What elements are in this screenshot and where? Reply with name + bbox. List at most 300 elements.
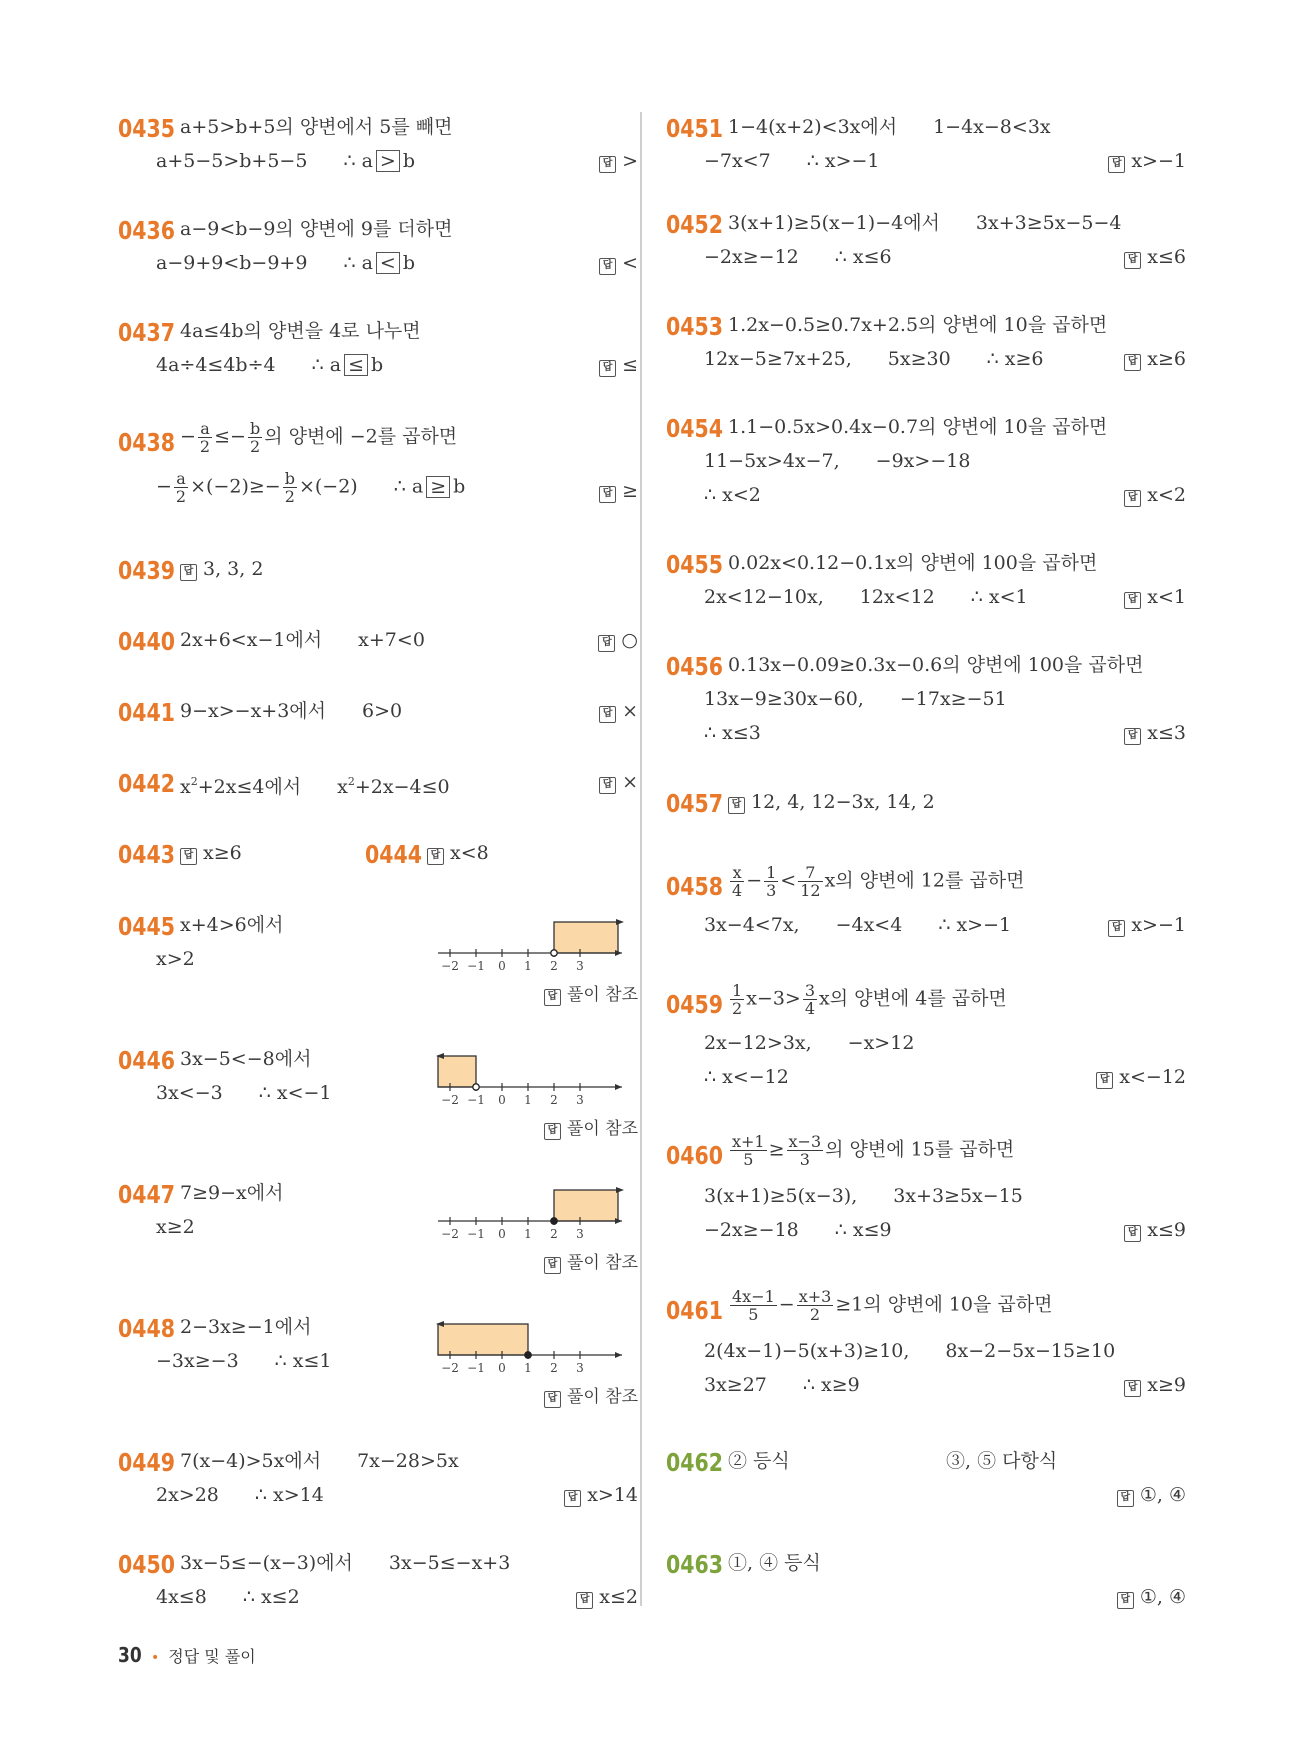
bullet-icon: •: [150, 1650, 160, 1666]
problem-text: [180, 1550, 510, 1576]
axis-arrow-icon: [615, 1352, 622, 1358]
text-part: −9x>−18: [875, 450, 971, 472]
reference: [544, 1248, 638, 1274]
tick-label: −1: [467, 1093, 485, 1106]
answer-mark-icon: 답: [180, 848, 197, 865]
tick-label: 0: [498, 1093, 506, 1106]
tick-label: 3: [576, 1227, 584, 1240]
answer: [564, 1482, 638, 1508]
reference: [544, 1382, 638, 1408]
answer-mark-icon: 답: [728, 797, 745, 814]
solution-line: x>2: [156, 948, 195, 970]
solution-line: [704, 448, 970, 474]
tick-label: 2: [550, 1361, 558, 1374]
tick-label: 1: [524, 1361, 532, 1374]
answer-mark-icon: 답: [1124, 252, 1141, 269]
problem-number: 0456: [666, 652, 724, 681]
numerator: a: [174, 470, 188, 488]
problem-number: 0438: [118, 428, 176, 457]
text-part: −: [156, 475, 172, 498]
text-part: ∴ x≤9: [834, 1219, 892, 1241]
text-part: <: [780, 869, 797, 892]
problem-number: 0440: [118, 627, 176, 656]
fraction: [730, 1133, 767, 1168]
answer: [598, 627, 638, 653]
text-part: 12x−5≥7x+25,: [704, 348, 852, 370]
solution-line: [156, 1584, 300, 1610]
numerator: 3: [804, 981, 816, 1000]
text-part: 3x−5≤−x+3: [388, 1552, 511, 1574]
problem-number: 0463: [666, 1550, 724, 1579]
text-part: −4x<4: [835, 914, 903, 936]
section-title: 정답 및 풀이: [168, 1647, 256, 1666]
answer: [728, 789, 935, 815]
denominator: 2: [175, 487, 187, 506]
solution-part: b: [371, 354, 384, 376]
reference-text: 풀이 참조: [566, 1253, 638, 1273]
problem-number: 0459: [666, 990, 724, 1019]
text-part: 12x<12: [859, 586, 935, 608]
answer-mark-icon: 답: [1124, 354, 1141, 371]
problem-0455: [666, 550, 1186, 610]
problem-number: 0455: [666, 550, 724, 579]
solution-line: [704, 148, 880, 174]
solution-region: [554, 922, 618, 953]
fraction: [283, 470, 297, 505]
answer-value: x≥6: [203, 842, 242, 864]
problem-0444: [365, 840, 565, 870]
answer-mark-icon: 답: [544, 1391, 561, 1408]
problem-text: 2−3x≥−1에서: [180, 1316, 312, 1338]
text-part: 5x≥30: [887, 348, 951, 370]
solution-line: [156, 1482, 324, 1508]
solution-line: [704, 1183, 1023, 1209]
region-arrow-icon: [616, 1187, 624, 1193]
problem-text: ③, ⑤ 다항식: [946, 1450, 1058, 1472]
problem-0453: [666, 312, 1186, 372]
answer: [1124, 244, 1186, 270]
text-part: x: [180, 776, 191, 798]
text-part: 8x−2−5x−15≥10: [945, 1340, 1116, 1362]
text-part: ≥1의 양변에 10을 곱하면: [835, 1293, 1053, 1316]
answer: [180, 840, 242, 866]
text-part: 의 양변에 15를 곱하면: [825, 1138, 1015, 1161]
page-number: 30: [118, 1643, 142, 1667]
tick-label: 2: [550, 1093, 558, 1106]
problem-number: 0442: [118, 769, 176, 798]
answer-mark-icon: 답: [599, 486, 616, 503]
solution-region: [438, 1056, 476, 1087]
answer-value: x<2: [1147, 484, 1186, 506]
text-part: 3(x+1)≥5(x−3),: [704, 1185, 858, 1207]
text-part: 2(4x−1)−5(x+3)≥10,: [704, 1340, 910, 1362]
text-part: 2x<12−10x,: [704, 586, 824, 608]
problem-0461: [666, 1287, 1186, 1404]
answer: [1108, 148, 1186, 174]
solution-region: [554, 1190, 618, 1221]
problem-text: [180, 627, 425, 653]
problem-0449: [118, 1448, 638, 1508]
text-part: ∴ x>14: [254, 1484, 324, 1506]
exponent: 2: [190, 775, 198, 788]
problem-text: [728, 210, 1121, 236]
boxed-symbol: ≤: [344, 354, 368, 376]
problem-text: [728, 982, 1007, 1017]
denominator: 4: [804, 999, 816, 1018]
problem-0445: [118, 912, 638, 1012]
tick-label: 0: [498, 1227, 506, 1240]
answer-value: ≥: [622, 480, 638, 502]
problem-number: 0441: [118, 698, 176, 727]
answer-mark-icon: 답: [598, 635, 615, 652]
problem-0458: [666, 863, 1186, 950]
solution-line: [704, 346, 1044, 372]
solution-line: [156, 1080, 332, 1106]
text-part: 2x+6<x−1에서: [180, 629, 323, 651]
solution-part: ∴ a: [343, 252, 373, 274]
answer: [599, 769, 638, 795]
answer-value: ○: [621, 629, 638, 651]
answer-value: ≤: [622, 354, 638, 376]
text-part: 7x−28>5x: [357, 1450, 459, 1472]
answer-value: x<−12: [1119, 1066, 1186, 1088]
text-part: −2x≥−18: [704, 1219, 799, 1241]
problem-0463: [666, 1550, 1186, 1610]
answer-value: x<1: [1147, 586, 1186, 608]
denominator: 2: [199, 437, 211, 456]
problem-number: 0439: [118, 556, 176, 585]
text-part: 4x≤8: [156, 1586, 207, 1608]
text-part: −x>12: [847, 1032, 915, 1054]
answer-mark-icon: 답: [427, 848, 444, 865]
answer-value: x≥6: [1147, 348, 1186, 370]
text-part: −: [180, 425, 196, 448]
problem-0440: [118, 627, 638, 657]
text-part: x의 양변에 4를 곱하면: [819, 987, 1007, 1010]
denominator: 3: [766, 881, 777, 900]
fraction: [730, 864, 744, 899]
answer: [1108, 912, 1186, 938]
problem-text: [728, 864, 1024, 899]
tick-label: 1: [524, 1227, 532, 1240]
answer-value: x>−1: [1131, 150, 1186, 172]
problem-number: 0449: [118, 1448, 176, 1477]
answer-mark-icon: 답: [1096, 1072, 1113, 1089]
numerator: x+1: [732, 1132, 765, 1151]
problem-text: 3x−5<−8에서: [180, 1048, 312, 1070]
answer-value: x>14: [587, 1484, 638, 1506]
answer-mark-icon: 답: [599, 156, 616, 173]
answer-mark-icon: 답: [1124, 592, 1141, 609]
problem-number: 0461: [666, 1296, 724, 1325]
numerator: 1: [732, 981, 743, 1000]
answer-value: x≤2: [599, 1586, 638, 1608]
text-part: x−3>: [746, 987, 801, 1010]
answer-value: >: [622, 150, 638, 172]
answer-mark-icon: 답: [1108, 920, 1125, 937]
problem-number: 0443: [118, 840, 176, 869]
denominator: 2: [284, 487, 295, 506]
text-part: 3x<−3: [156, 1082, 223, 1104]
problem-0437: [118, 318, 638, 378]
problem-number: 0451: [666, 114, 724, 143]
answer: [599, 698, 638, 724]
answer: [1096, 1064, 1186, 1090]
answer-mark-icon: 답: [1124, 1380, 1141, 1397]
problem-number: 0458: [666, 872, 724, 901]
tick-label: 1: [524, 959, 532, 972]
answer-mark-icon: 답: [544, 1123, 561, 1140]
problem-number: 0447: [118, 1180, 176, 1209]
tick-label: 3: [576, 959, 584, 972]
solution-line: [156, 250, 415, 276]
solution-region: [438, 1324, 528, 1355]
tick-label: 1: [524, 1093, 532, 1106]
denominator: 3: [799, 1150, 810, 1169]
tick-label: −1: [467, 1361, 485, 1374]
problem-0438: [118, 419, 638, 516]
text-part: 9−x>−x+3에서: [180, 700, 326, 722]
text-part: ∴ x≤6: [834, 246, 892, 268]
problem-text: [180, 769, 450, 800]
numerator: b: [249, 419, 261, 438]
answer: [599, 352, 638, 378]
problem-number: 0454: [666, 414, 724, 443]
fraction: [798, 864, 822, 899]
answer-value: 12, 4, 12−3x, 14, 2: [751, 791, 935, 813]
problem-number: 0445: [118, 912, 176, 941]
text-part: ∴ x≤2: [242, 1586, 300, 1608]
answer: [1124, 584, 1186, 610]
tick-label: 3: [576, 1361, 584, 1374]
text-part: ∴ x≥6: [986, 348, 1044, 370]
answer-value: x≤3: [1147, 722, 1186, 744]
text-part: ×(−2): [298, 475, 358, 498]
answer: [599, 148, 638, 174]
text-part: 3x+3≥5x−5−4: [975, 212, 1122, 234]
fraction: [764, 864, 778, 899]
solution-line: [704, 1030, 914, 1056]
problem-number: 0436: [118, 216, 176, 245]
number-line-0448: [436, 1314, 626, 1374]
exponent: 2: [347, 775, 355, 788]
fraction: [787, 1133, 824, 1168]
solution-line: [156, 470, 465, 505]
answer-value: x≤9: [1147, 1219, 1186, 1241]
solution-line: [156, 352, 383, 378]
page-footer: [118, 1643, 256, 1667]
text-part: 2x−12>3x,: [704, 1032, 812, 1054]
problem-0459: [666, 981, 1186, 1088]
tick-label: −2: [441, 959, 459, 972]
problem-0450: [118, 1550, 638, 1610]
answer-mark-icon: 답: [1117, 1592, 1134, 1609]
open-point: [551, 950, 557, 956]
text-part: 1−4(x+2)<3x에서: [728, 116, 898, 138]
denominator: 5: [748, 1305, 759, 1324]
tick-label: 2: [550, 959, 558, 972]
answer: [599, 478, 638, 504]
answer: [427, 840, 489, 866]
tick-label: 0: [498, 1361, 506, 1374]
text-part: −: [778, 1293, 795, 1316]
answer-mark-icon: 답: [1124, 490, 1141, 507]
text-part: b: [453, 475, 466, 498]
problem-number: 0450: [118, 1550, 176, 1579]
text-part: ≥: [768, 1138, 785, 1161]
problem-number: 0437: [118, 318, 176, 347]
answer: [1124, 482, 1186, 508]
text-part: +2x−4≤0: [354, 776, 450, 798]
fraction: [248, 420, 262, 455]
problem-number: 0435: [118, 114, 176, 143]
problem-text: ② 등식: [728, 1450, 790, 1472]
answer-value: x>−1: [1131, 914, 1186, 936]
answer-mark-icon: 답: [576, 1592, 593, 1609]
problem-number: 0460: [666, 1141, 724, 1170]
problem-number: 0452: [666, 210, 724, 239]
text-part: −2x≥−12: [704, 246, 799, 268]
problem-0447: [118, 1180, 638, 1280]
tick-label: −2: [441, 1227, 459, 1240]
problem-0460: [666, 1132, 1186, 1249]
text-part: ∴ x>−1: [806, 150, 880, 172]
fraction: [730, 982, 744, 1017]
numerator: x: [730, 864, 744, 882]
reference-text: 풀이 참조: [566, 1119, 638, 1139]
problem-text: x+4>6에서: [180, 914, 284, 936]
text-part: x+7<0: [358, 629, 425, 651]
text-part: ∴ x>−1: [938, 914, 1012, 936]
problem-0452: [666, 210, 1186, 270]
answer-value: ×: [622, 700, 638, 722]
text-part: ×(−2)≥−: [190, 475, 281, 498]
solution-line: ∴ x≤3: [704, 722, 761, 744]
tick-label: −1: [467, 1227, 485, 1240]
text-part: −17x≥−51: [899, 688, 1007, 710]
text-part: x: [337, 776, 348, 798]
problem-number: 0453: [666, 312, 724, 341]
problem-number: 0444: [365, 840, 423, 869]
problem-0442: [118, 769, 638, 799]
solution-line: [704, 1217, 892, 1243]
text-part: ∴ x≤1: [274, 1350, 332, 1372]
tick-label: 2: [550, 1227, 558, 1240]
text-part: 13x−9≥30x−60,: [704, 688, 864, 710]
problem-text: [728, 1288, 1052, 1323]
problem-text: 0.13x−0.09≥0.3x−0.6의 양변에 100을 곱하면: [728, 654, 1144, 676]
answer-value: x<8: [450, 842, 489, 864]
answer-mark-icon: 답: [1124, 728, 1141, 745]
answer-mark-icon: 답: [1117, 1490, 1134, 1507]
text-part: −: [746, 869, 763, 892]
denominator: 4: [732, 881, 743, 900]
solution-line: [704, 584, 1028, 610]
tick-label: −1: [467, 959, 485, 972]
fraction: [198, 420, 212, 455]
problem-0451: [666, 114, 1186, 174]
problem-number: 0446: [118, 1046, 176, 1075]
boxed-symbol: >: [376, 150, 400, 172]
closed-point: [551, 1218, 557, 1224]
answer: [1124, 1217, 1186, 1243]
numerator: 4x−1: [732, 1287, 775, 1306]
problem-text: [728, 1133, 1014, 1168]
answer-mark-icon: 답: [599, 258, 616, 275]
numerator: b: [284, 469, 295, 488]
numerator: 1: [766, 863, 777, 882]
denominator: 2: [732, 999, 743, 1018]
problem-0462: [666, 1448, 1186, 1508]
problem-text: 1.1−0.5x>0.4x−0.7의 양변에 10을 곱하면: [728, 416, 1108, 438]
solution-part: b: [402, 252, 416, 274]
number-line-0447: [436, 1180, 626, 1240]
problem-text: a−9<b−9의 양변에 9를 더하면: [180, 218, 453, 240]
answer-value: ①, ④: [1139, 1484, 1186, 1506]
problem-0454: [666, 414, 1186, 504]
solution-line: [704, 244, 892, 270]
numerator: a: [198, 420, 212, 438]
text-part: ≤−: [214, 425, 246, 448]
problem-0441: [118, 698, 638, 728]
boxed-symbol: <: [376, 252, 400, 274]
numerator: x+3: [798, 1287, 832, 1306]
boxed-symbol: ≥: [426, 476, 450, 498]
text-part: 11−5x>4x−7,: [704, 450, 840, 472]
solution-line: ∴ x<−12: [704, 1066, 789, 1088]
answer-value: x≥9: [1147, 1374, 1186, 1396]
solution-part: a−9+9<b−9+9: [156, 252, 308, 274]
problem-0435: [118, 114, 638, 174]
numerator: x−3: [788, 1132, 822, 1151]
text-part: 6>0: [362, 700, 403, 722]
fraction: [797, 1288, 834, 1323]
answer-value: ①, ④: [1139, 1586, 1186, 1608]
denominator: 2: [249, 437, 261, 456]
problem-0457: [666, 789, 1186, 819]
solution-part: ∴ a: [343, 150, 373, 172]
solution-line: [156, 148, 415, 174]
problem-0456: [666, 652, 1186, 742]
answer: [1117, 1584, 1186, 1610]
text-part: ∴ x<1: [970, 586, 1028, 608]
tick-label: −2: [441, 1093, 459, 1106]
answer-mark-icon: 답: [599, 777, 616, 794]
text-part: 7(x−4)>5x에서: [180, 1450, 322, 1472]
open-point: [473, 1084, 479, 1090]
tick-label: −2: [441, 1361, 459, 1374]
text-part: −7x<7: [704, 150, 771, 172]
text-part: 3x≥27: [704, 1374, 767, 1396]
fraction: [730, 1288, 777, 1323]
text-part: 3(x+1)≥5(x−1)−4에서: [728, 212, 940, 234]
answer-mark-icon: 답: [1108, 156, 1125, 173]
problem-text: 7≥9−x에서: [180, 1182, 284, 1204]
answer-value: x≤6: [1147, 246, 1186, 268]
reference: [544, 1114, 638, 1140]
problem-number: 0448: [118, 1314, 176, 1343]
answer: [599, 250, 638, 276]
solution-line: x≥2: [156, 1216, 195, 1238]
problem-text: [180, 698, 402, 724]
tick-label: 0: [498, 959, 506, 972]
answer: [1124, 346, 1186, 372]
text-part: ∴ x≥9: [802, 1374, 860, 1396]
answer: [1124, 1372, 1186, 1398]
problem-0446: [118, 1046, 638, 1146]
solution-line: [156, 1348, 332, 1374]
problem-text: ①, ④ 등식: [728, 1552, 821, 1574]
